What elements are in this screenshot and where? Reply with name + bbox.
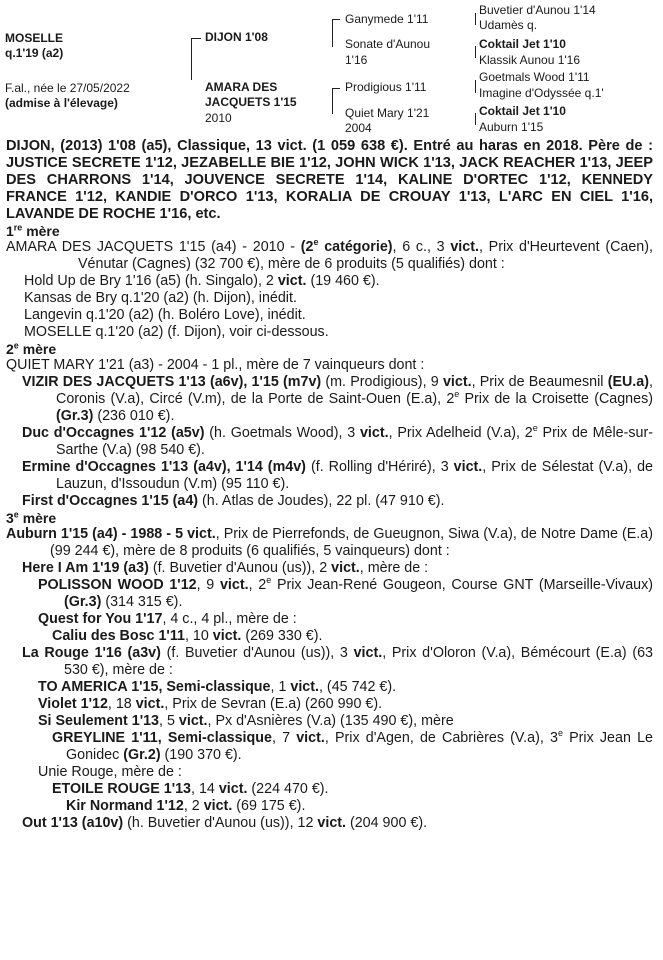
kir-entry: Kir Normand 1'12, 2 vict. (69 175 €). (66, 798, 306, 814)
out-entry: Out 1'13 (a10v) (h. Buvetier d'Aunou (us)), 12 vict. (204 900 €). (22, 815, 428, 831)
horse-name: MOSELLE (5, 31, 64, 45)
dam-name: AMARA DES (205, 80, 278, 94)
amara-entry: AMARA DES JACQUETS 1'15 (a4) - 2010 - (2e catégorie), 6 c., 3 vict., Prix d'Heurtevent (Caen), Vénutar (Cagnes) (32 700 €), mère de 6 produits (5 qualifiés) dont : (6, 237, 653, 272)
horse-record: q.1'19 (a2) (5, 46, 64, 60)
first-dam-heading: 1re mère (6, 222, 60, 239)
sire-paragraph: DIJON, (2013) 1'08 (a5), Classique, 13 vict. (1 059 638 €). Entré au haras en 2018. Père de : JUSTICE SECRETE 1'12, JEZABELLE BIE 1'12, JOHN WICK 1'13, JACK REACHER 1'13, JEEP DES CHARRONS 1'14, JOUVENCE SECRETE 1'14, KALINE D'ORTEC 1'12, KENNEDY FRANCE 1'12, KANDIE D'ORCO 1'13, KORALIA DE CROUAY 1'13, L'ARC EN CIEL 1'16, LAVANDE DE ROCHE 1'16, etc. (6, 138, 653, 222)
first-entry: First d'Occagnes 1'15 (a4) (h. Atlas de Joudes), 22 pl. (47 910 €). (22, 493, 445, 509)
violet-entry: Violet 1'12, 18 vict., Prix de Sevran (E.a) (260 990 €). (38, 696, 383, 712)
granddam-1-record: 1'16 (345, 53, 368, 67)
dam-name-line2: JACQUETS 1'15 (205, 95, 297, 109)
unie-rouge-entry: Unie Rouge, mère de : (38, 764, 182, 780)
ggp-1: Buvetier d'Aunou 1'14 (479, 3, 596, 17)
caliu-entry: Caliu des Bosc 1'11, 10 vict. (269 330 €). (52, 628, 323, 644)
holdup-entry: Hold Up de Bry 1'16 (a5) (h. Singalo), 2 vict. (19 460 €). (24, 273, 380, 289)
birth-line: F.al., née le 27/05/2022 (5, 81, 130, 95)
la-rouge-entry: La Rouge 1'16 (a3v) (f. Buvetier d'Aunou (us)), 3 vict., Prix d'Oloron (V.a), Bémécourt (E.a) (63 530 €), mère de : (22, 645, 653, 678)
langevin-entry: Langevin q.1'20 (a2) (h. Boléro Love), inédit. (24, 307, 306, 323)
ggp-2: Udamès q. (479, 18, 538, 32)
vizir-entry: VIZIR DES JACQUETS 1'13 (a6v), 1'15 (m7v) (m. Prodigious), 9 vict., Prix de Beaumesnil (EU.a), Coronis (V.a), Circé (V.m), de la Porte de Saint-Ouen (E.a), 2e Prix de la Croisette (Cagnes) (Gr.3) (236 010 €). (22, 374, 653, 424)
granddam-1: Sonate d'Aunou (345, 37, 431, 51)
ggp-5: Goetmals Wood 1'11 (479, 70, 590, 84)
ggp-6: Imagine d'Odyssée q.1' (479, 86, 604, 100)
dam-year: 2010 (205, 111, 232, 125)
ggp-3: Coktail Jet 1'10 (479, 37, 566, 51)
auburn-entry: Auburn 1'15 (a4) - 1988 - 5 vict., Prix de Pierrefonds, de Gueugnon, Siwa (V.a), de Notre Dame (E.a) (99 244 €), mère de 8 produits (6 qualifiés, 5 vainqueurs) dont : (6, 526, 653, 559)
duc-entry: Duc d'Occagnes 1'12 (a5v) (h. Goetmals Wood), 3 vict., Prix Adelheid (V.a), 2e Prix de Mêle-sur-Sarthe (V.a) (98 540 €). (22, 423, 653, 458)
status-line: (admise à l'élevage) (5, 96, 118, 110)
ggp-8: Auburn 1'15 (479, 120, 544, 134)
si-seulement-entry: Si Seulement 1'13, 5 vict., Px d'Asnières (V.a) (135 490 €), mère (38, 713, 454, 729)
third-dam-heading: 3e mère (6, 509, 57, 526)
to-america-entry: TO AMERICA 1'15, Semi-classique, 1 vict., (45 742 €). (38, 679, 397, 695)
granddam-2: Quiet Mary 1'21 (345, 106, 430, 120)
polisson-entry: POLISSON WOOD 1'12, 9 vict., 2e Prix Jean-René Gougeon, Course GNT (Marseille-Vivaux) (Gr.3) (314 315 €). (38, 575, 653, 610)
ggp-4: Klassik Aunou 1'16 (479, 53, 581, 67)
grandsire-2: Prodigious 1'11 (345, 80, 427, 94)
here-entry: Here I Am 1'19 (a3) (f. Buvetier d'Aunou (us)), 2 vict., mère de : (22, 560, 429, 576)
etoile-entry: ETOILE ROUGE 1'13, 14 vict. (224 470 €). (52, 781, 329, 797)
granddam-2-year: 2004 (345, 121, 372, 135)
ermine-entry: Ermine d'Occagnes 1'13 (a4v), 1'14 (m4v) (f. Rolling d'Hériré), 3 vict., Prix de Sélestat (V.a), de Lauzun, d'Issoudun (V.m) (95 110 €). (22, 459, 653, 492)
sire-name: DIJON 1'08 (205, 30, 268, 44)
kansas-entry: Kansas de Bry q.1'20 (a2) (h. Dijon), inédit. (24, 290, 297, 306)
quiet-mary-entry: QUIET MARY 1'21 (a3) - 2004 - 1 pl., mère de 7 vainqueurs dont : (6, 357, 425, 373)
greyline-entry: GREYLINE 1'11, Semi-classique, 7 vict., Prix d'Agen, de Cabrières (V.a), 3e Prix Jean Le Gonidec (Gr.2) (190 370 €). (52, 728, 653, 763)
second-dam-heading: 2e mère (6, 340, 57, 357)
moselle-entry: MOSELLE q.1'20 (a2) (f. Dijon), voir ci-dessous. (24, 324, 329, 340)
ggp-7: Coktail Jet 1'10 (479, 104, 566, 118)
pedigree-notes (0, 138, 653, 832)
grandsire-1: Ganymede 1'11 (345, 12, 429, 26)
quest-entry: Quest for You 1'17, 4 c., 4 pl., mère de : (38, 611, 297, 627)
